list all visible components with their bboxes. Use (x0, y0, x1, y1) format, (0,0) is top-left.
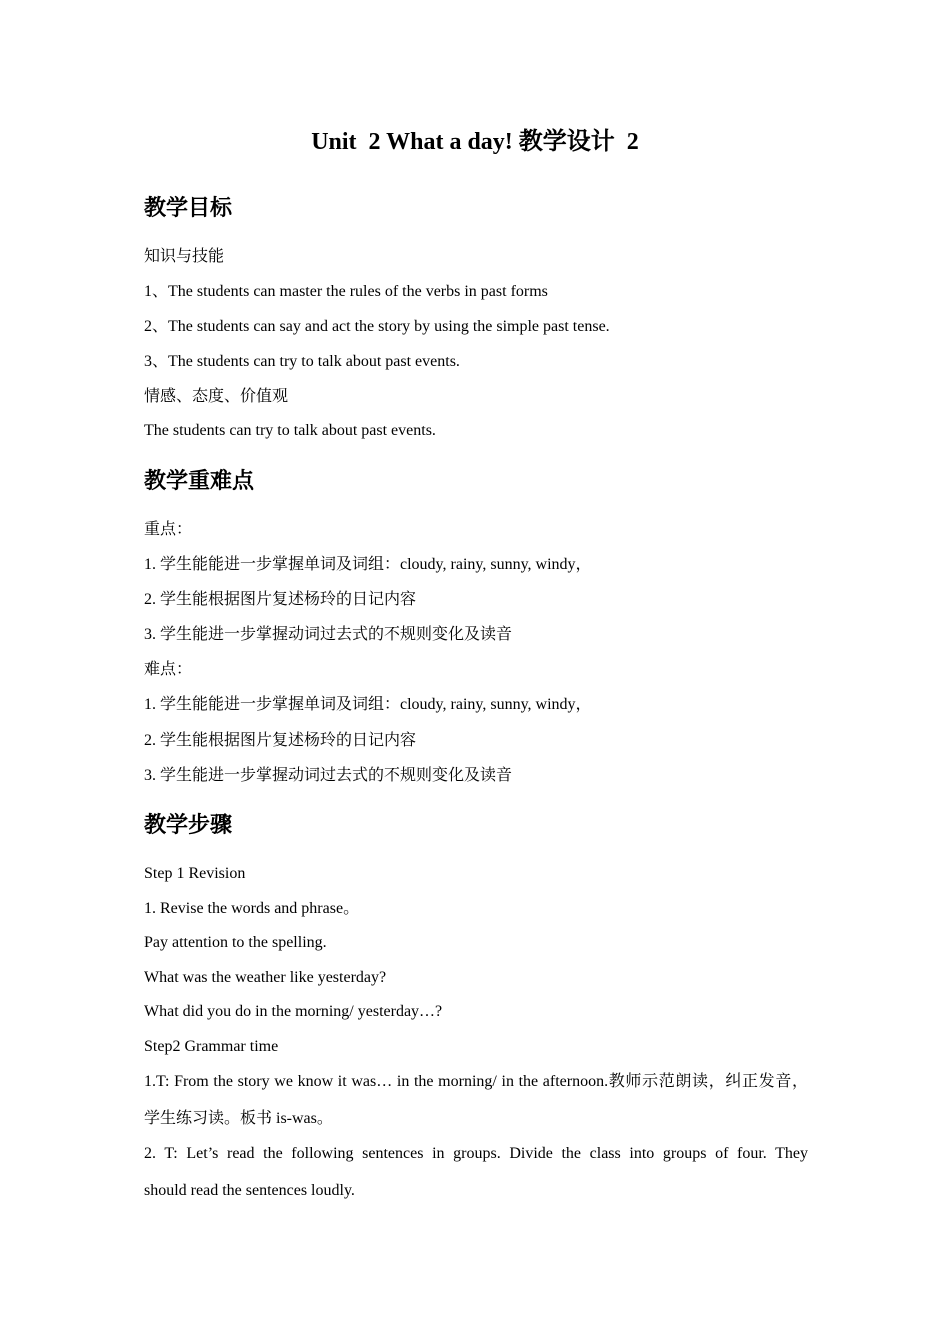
steps-line: What did you do in the morning/ yesterday…? (144, 1003, 443, 1020)
section-heading-steps: 教学步骤 (144, 812, 233, 837)
section-heading-key-points: 教学重难点 (144, 468, 255, 493)
steps-line: should read the sentences loudly. (144, 1182, 355, 1199)
document-title: Unit 2 What a day! 教学设计 2 (311, 129, 639, 155)
steps-line: Step 1 Revision (144, 865, 246, 882)
objectives-line: The students can try to talk about past events. (144, 422, 436, 439)
objectives-line: 情感、态度、价值观 (144, 388, 289, 405)
steps-line: What was the weather like yesterday? (144, 969, 387, 986)
key-points-line: 重点： (144, 521, 193, 538)
steps-line: 学生练习读。板书 is-was。 (144, 1110, 333, 1127)
section-heading-objectives: 教学目标 (144, 195, 233, 220)
key-points-line: 2. 学生能根据图片复述杨玲的日记内容 (144, 732, 417, 749)
key-points-line: 3. 学生能进一步掌握动词过去式的不规则变化及读音 (144, 767, 513, 784)
objectives-line: 3、The students can try to talk about past events. (144, 353, 460, 370)
key-points-line: 3. 学生能进一步掌握动词过去式的不规则变化及读音 (144, 626, 513, 643)
steps-line: 1. Revise the words and phrase。 (144, 900, 360, 917)
steps-line: Step2 Grammar time (144, 1038, 279, 1055)
steps-line: 1.T: From the story we know it was… in the morning/ in the afternoon.教师示范朗读，纠正发音， (144, 1073, 808, 1090)
steps-line: 2. T: Let’s read the following sentences in groups. Divide the class into groups of four. They (144, 1145, 808, 1162)
key-points-line: 2. 学生能根据图片复述杨玲的日记内容 (144, 591, 417, 608)
key-points-line: 1. 学生能能进一步掌握单词及词组：cloudy, rainy, sunny, windy， (144, 696, 592, 713)
objectives-line: 知识与技能 (144, 248, 225, 265)
objectives-line: 2、The students can say and act the story by using the simple past tense. (144, 318, 610, 335)
key-points-line: 1. 学生能能进一步掌握单词及词组：cloudy, rainy, sunny, windy， (144, 556, 592, 573)
objectives-line: 1、The students can master the rules of the verbs in past forms (144, 283, 548, 300)
key-points-line: 难点： (144, 661, 193, 678)
steps-line: Pay attention to the spelling. (144, 934, 327, 951)
